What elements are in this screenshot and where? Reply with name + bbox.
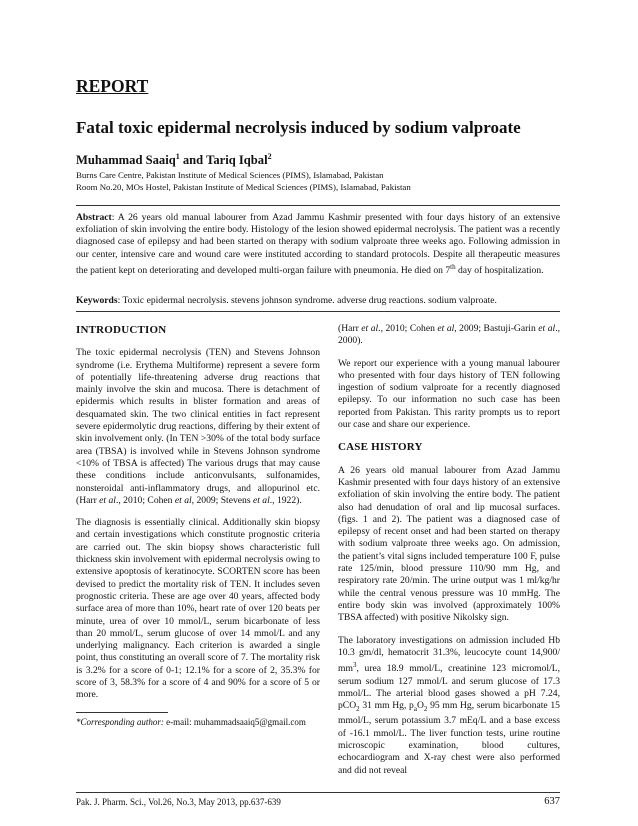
- author-2-affiliation-mark: 2: [267, 152, 272, 161]
- intro-paragraph-1: The toxic epidermal necrolysis (TEN) and Stevens Johnson syndrome (i.e. Erythema Multiforme) represent a severe form of potentially life-threatening adverse drug reactions that mainly involve the skin and mucosa. There is detachment of epidermis which results in blister formation and areas of desquamated skin. The two clinical entities in fact represent severe epidermolytic drug reactions, differing by their extent of skin involvement only. (In TEN >30% of the total body surface area (TBSA) is involved while in Stevens Johnson syndrome <10% of TBSA is affected) The various drugs that may cause these conditions include anticonvulsants, sulfonamides, nonsteroidal anti-inflammatory drugs, and allopurinol etc. (Harr et al., 2010; Cohen et al, 2009; Stevens et al., 1922).: [76, 347, 320, 506]
- journal-citation: Pak. J. Pharm. Sci., Vol.26, No.3, May 2013, pp.637-639: [76, 797, 281, 807]
- keywords-bottom-rule: [76, 311, 560, 312]
- case-paragraph: A 26 years old manual labourer from Azad Jammu Kashmir presented with four days history of an extensive exfoliation of skin involving the entire body. The patient also had denudation of oral and lip mucosal surfaces. (figs. 1 and 2). The patient was a diagnosed case of epilepsy of recent onset and had been started on therapy with sodium valproate three weeks ago. On admission, the patient’s vital signs included temperature 100 F, pulse rate 125/min, blood pressure 110/90 mm Hg, and respiratory rate 20/min. The urine output was 1 ml/kg/hr while the central venous pressure was 10 mmHg. The entire body skin was involved (approximately 100% TBSA affected) with positive Nikolsky sign.: [338, 464, 560, 624]
- left-column: [76, 320, 320, 712]
- introduction-heading: INTRODUCTION: [76, 324, 167, 336]
- article-title: Fatal toxic epidermal necrolysis induced by sodium valproate: [76, 118, 521, 137]
- keywords-label: Keywords: [76, 295, 118, 306]
- footnote-label: *Corresponding author:: [76, 717, 164, 727]
- abstract-superscript: th: [450, 262, 456, 271]
- author-2: Tariq Iqbal: [206, 153, 268, 168]
- affiliation-1: Burns Care Centre, Pakistan Institute of Medical Sciences (PIMS), Islamabad, Pakistan: [76, 170, 384, 180]
- case-history-heading: CASE HISTORY: [338, 441, 423, 454]
- abstract-text: : A 26 years old manual labourer from Azad Jammu Kashmir presented with four days history of an extensive exfoliation of skin involving the entire body. Histology of the lesion showed epidermal necrolysis. The patient was a recently diagnosed case of epilepsy and had been started on therapy with sodium valproate three weeks ago. Following admission in our center, intensive care and wound care were instituted according to standard protocols. Despite all therapeutic measures the patient kept on deteriorating and developed multi-organ failure with pneumonia. He died on 7: [76, 212, 560, 276]
- right-column: [338, 323, 560, 787]
- page-number: 637: [544, 796, 560, 807]
- keywords-text: : Toxic epidermal necrolysis. stevens johnson syndrome. adverse drug reactions. sodium valproate.: [117, 295, 497, 306]
- abstract-top-rule: [76, 205, 560, 206]
- affiliation-2: Room No.20, MOs Hostel, Pakistan Institute of Medical Sciences (PIMS), Islamabad, Pakistan: [76, 182, 411, 192]
- author-line: [76, 152, 272, 168]
- author-1: Muhammad Saaiq: [76, 153, 176, 168]
- footnote-rule: [76, 712, 168, 713]
- corresponding-author-footnote: [76, 717, 306, 727]
- report-paragraph: We report our experience with a young manual labourer who presented with four days history of TEN following ingestion of sodium valproate for a recently diagnosed epilepsy. To our information no such case has been reported from Pakistan. This rarity prompts us to report our case and share our experience.: [338, 357, 560, 431]
- section-label: REPORT: [76, 76, 149, 96]
- abstract-label: Abstract: [76, 212, 112, 223]
- author-conjunction: and: [179, 153, 207, 168]
- laboratory-paragraph: The laboratory investigations on admission included Hb 10.3 gm/dl, hematocrit 31.3%, leucocyte count 14,900/ $mm^3$, urea 18.9 mmol/L, creatinine 123 micromol/L, serum sodium 127 mmol/L and serum glucose of 17.3 mmol/L. The arterial blood gases showed a pH 7.24, pCO$_2$ 31 mm Hg, $p_aO_2$ 95 mm Hg, serum bicarbonate 15 mmol/L, serum potassium 3.7 mEq/L and a base excess of -16.1 mmol/L. The liver function tests, urine routine microscopic examination, blood cultures, echocardiogram and X-ray chest were also performed and did not reveal: [338, 634, 560, 776]
- author-1-affiliation-mark: 1: [175, 152, 180, 161]
- footnote-email[interactable]: e-mail: muhammadsaaiq5@gmail.com: [163, 717, 306, 727]
- keywords: [76, 295, 560, 306]
- footer-rule: [76, 792, 560, 793]
- intro-continuation: (Harr et al., 2010; Cohen et al, 2009; Bastuji-Garin et al., 2000).: [338, 323, 560, 347]
- abstract-tail: day of hospitalization.: [455, 265, 544, 276]
- intro-paragraph-2: The diagnosis is essentially clinical. Additionally skin biopsy and certain investigations which constitute prognostic criteria are carried out. The skin biopsy shows characteristic full thickness skin involvement with epidermal necrolysis owing to extensive apoptosis of keratinocyte. SCORTEN score has been devised to predict the mortality risk of TEN. It includes seven prognostic criteria. These are age over 40 years, affected body surface area of more than 10%, heart rate of over 120 beats per minute, urea of over 10 mmol/L, serum bicarbonate of less than 20 mmol/L, serum glucose of over 14 mmol/L and any underlying malignancy. Each criterion is awarded a single point, thus constituting an overall score of 7. The mortality risk is 3.2% for a score of 0-1; 12.1% for a score of 2, 35.3% for score of 3, 58.3% for a score of 4 and 90% for a score of 5 or more.: [76, 517, 320, 701]
- abstract: [76, 212, 560, 277]
